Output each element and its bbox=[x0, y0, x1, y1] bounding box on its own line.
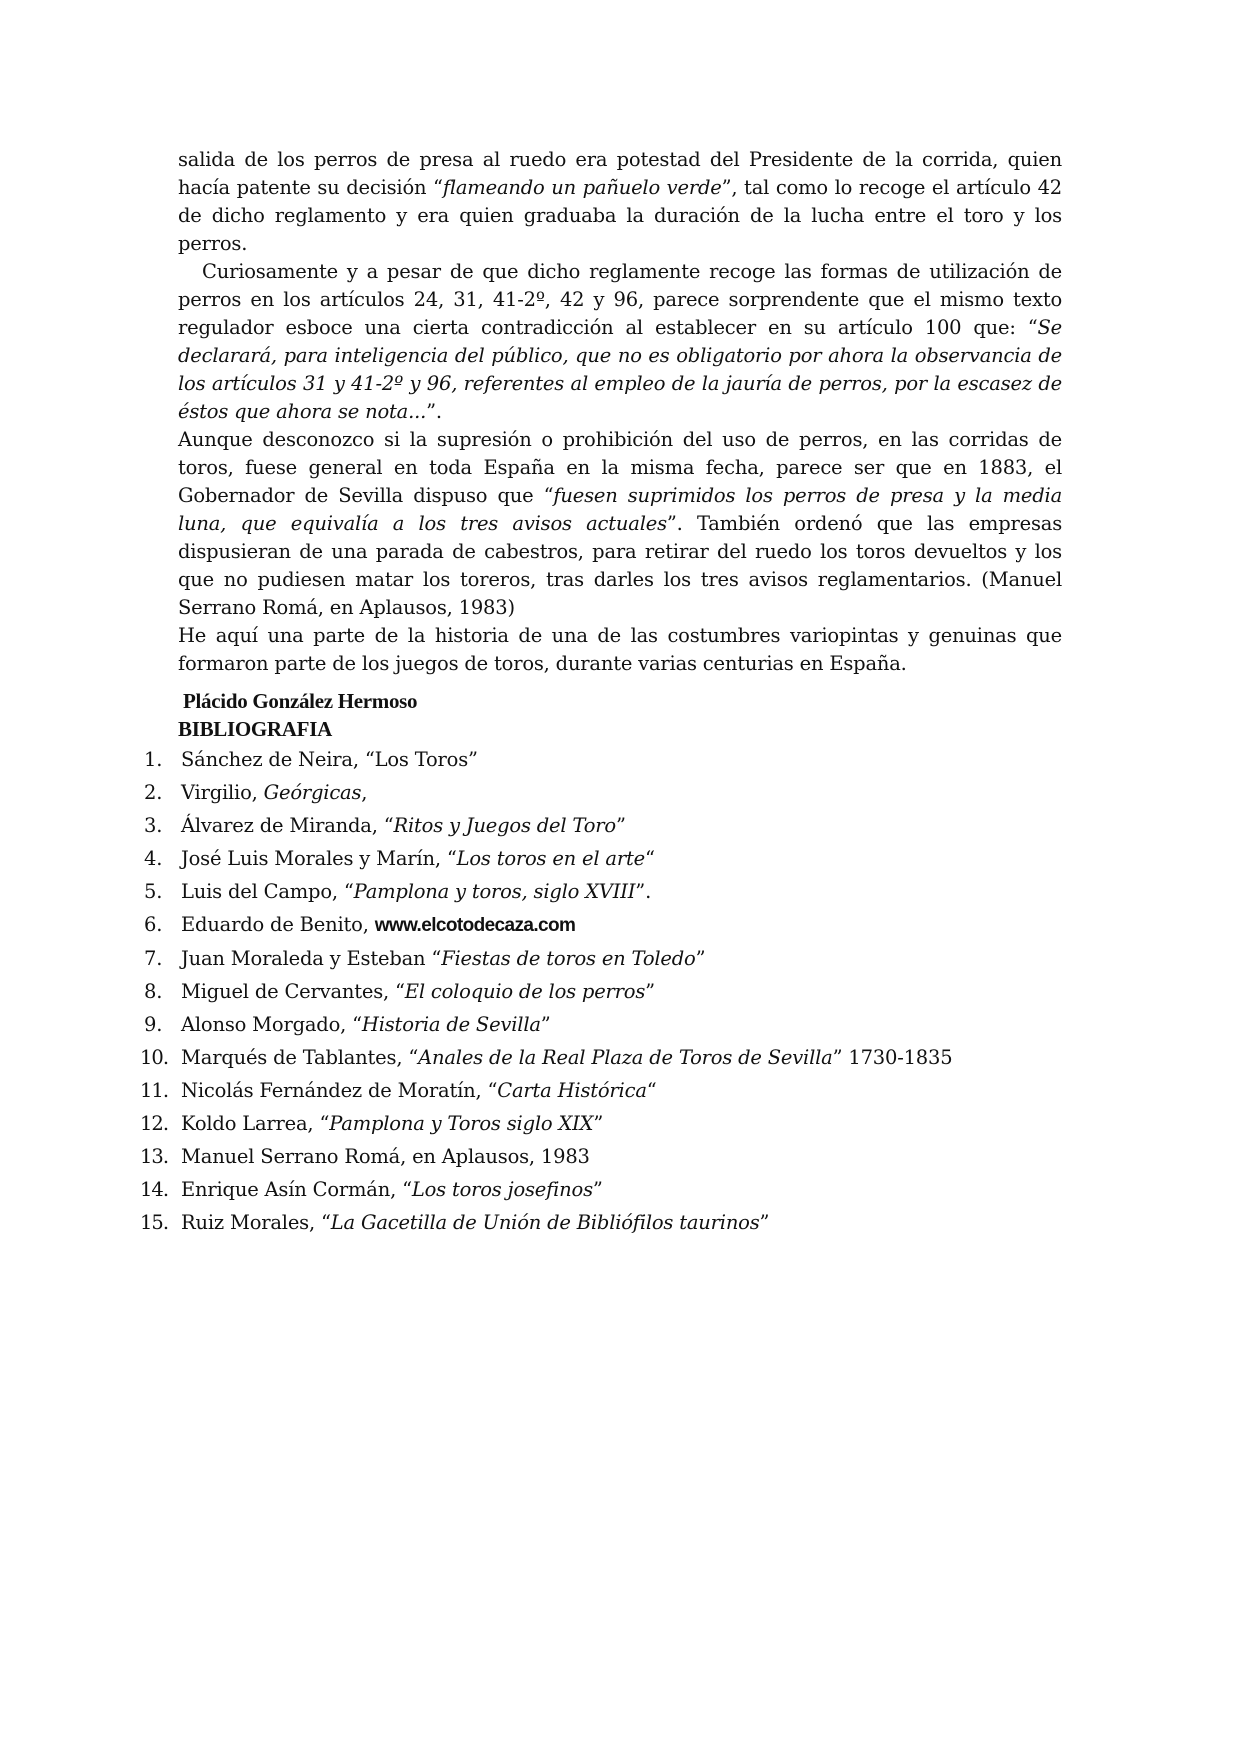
open-quote: “ bbox=[395, 980, 405, 1003]
open-quote: “ bbox=[319, 1112, 330, 1135]
item-suffix: . bbox=[645, 880, 652, 903]
item-number: 11. bbox=[140, 1079, 169, 1102]
paragraph bbox=[178, 426, 1062, 622]
close-quote: “ bbox=[646, 1079, 657, 1102]
bibliography-item bbox=[140, 942, 1100, 975]
bibliography-list bbox=[140, 743, 1100, 1239]
item-author: Enrique Asín Cormán, bbox=[181, 1178, 403, 1201]
item-title: Pamplona y Toros siglo XIX bbox=[329, 1112, 594, 1135]
bibliography-item bbox=[140, 1206, 1100, 1239]
item-author: Sánchez de Neira, bbox=[181, 748, 365, 771]
bibliography-item bbox=[140, 743, 1100, 776]
item-number: 8. bbox=[144, 980, 163, 1003]
open-quote: “ bbox=[402, 1178, 412, 1201]
item-author: José Luis Morales y Marín, bbox=[181, 847, 447, 870]
bibliography-item bbox=[140, 1008, 1100, 1041]
open-quote: “ bbox=[320, 1211, 331, 1234]
item-number: 4. bbox=[144, 847, 163, 870]
website-link[interactable]: www.elcotodecaza.com bbox=[374, 915, 576, 936]
bibliography-item bbox=[140, 908, 1100, 942]
item-number: 14. bbox=[140, 1178, 169, 1201]
close-quote: ” bbox=[759, 1211, 770, 1234]
open-quote: “ bbox=[408, 1046, 419, 1069]
item-author: Alonso Morgado, bbox=[181, 1013, 353, 1036]
item-author: Ruiz Morales, bbox=[181, 1211, 321, 1234]
paragraph-text: Curiosamente y a pesar de que dicho reglamente recoge las formas de utilización de perros en los artículos 24, 31, 41-2º, 42 y 96, parece sorprendente que el mismo texto regulador esboce una cierta contradicción al establecer en su artículo 100 que: “ bbox=[178, 260, 1062, 339]
item-suffix: 1730-1835 bbox=[842, 1046, 953, 1069]
item-suffix: , bbox=[361, 781, 368, 804]
item-number: 1. bbox=[144, 748, 163, 771]
item-title: Historia de Sevilla bbox=[361, 1013, 541, 1036]
close-quote: ” bbox=[468, 748, 478, 771]
paragraph-text: salida de los perros de presa al ruedo era potestad del Presidente de la corrida, quien hacía patente su decisión “ bbox=[178, 148, 1062, 199]
item-number: 7. bbox=[144, 947, 163, 970]
item-title: Geórgicas bbox=[263, 781, 362, 804]
item-number: 13. bbox=[140, 1145, 169, 1168]
item-title: Fiestas de toros en Toledo bbox=[441, 947, 696, 970]
bibliography-item bbox=[140, 1173, 1100, 1206]
close-quote: ” bbox=[592, 1178, 603, 1201]
open-quote: “ bbox=[352, 1013, 362, 1036]
quoted-text: fuesen suprimidos los perros de presa y la media luna, que equivalía a los tres avisos actuales bbox=[178, 484, 1062, 535]
item-number: 3. bbox=[144, 814, 163, 837]
open-quote: “ bbox=[487, 1079, 498, 1102]
item-title: Los toros en el arte bbox=[456, 847, 645, 870]
quoted-text: flameando un pañuelo verde bbox=[442, 176, 722, 199]
close-quote: ” bbox=[695, 947, 706, 970]
item-number: 5. bbox=[144, 880, 163, 903]
item-author: Nicolás Fernández de Moratín, bbox=[181, 1079, 488, 1102]
item-author: Álvarez de Miranda, bbox=[181, 814, 384, 837]
open-quote: “ bbox=[383, 814, 394, 837]
bibliography-item bbox=[140, 776, 1100, 809]
bibliography-heading: BIBLIOGRAFIA bbox=[178, 717, 332, 741]
item-author: Juan Moraleda y Esteban bbox=[181, 947, 432, 970]
item-number: 10. bbox=[140, 1046, 169, 1069]
close-quote: ” bbox=[645, 980, 655, 1003]
item-title: El coloquio de los perros bbox=[404, 980, 646, 1003]
item-author: Miguel de Cervantes, bbox=[181, 980, 396, 1003]
bibliography-item bbox=[140, 842, 1100, 875]
quoted-text: Se declarará, para inteligencia del público, que no es obligatorio por ahora la observancia de los artículos 31 y 41-2º y 96, referentes al empleo de la jauría de perros, por la escasez de éstos que ahora se nota... bbox=[178, 316, 1062, 423]
item-title: Pamplona y toros, siglo XVIII bbox=[353, 880, 636, 903]
author-signature: Plácido González Hermoso bbox=[183, 689, 418, 713]
paragraph-text: ”, tal como lo recoge el artículo 42 de dicho reglamento y era quien graduaba la duración de la lucha entre el toro y los perros. bbox=[178, 176, 1062, 255]
item-author: Koldo Larrea, bbox=[181, 1112, 320, 1135]
paragraph bbox=[178, 146, 1062, 258]
paragraph-text: ”. También ordenó que las empresas dispusieran de una parada de cabestros, para retirar del ruedo los toros devueltos y los que no pudiesen matar los toreros, tras darles los tres avisos reglamentarios. (Manuel Serrano Romá, en Aplausos, 1983) bbox=[178, 512, 1063, 619]
item-title: Los toros josefinos bbox=[411, 1178, 593, 1201]
open-quote: “ bbox=[446, 847, 457, 870]
paragraph bbox=[178, 258, 1062, 426]
item-author: Virgilio, bbox=[181, 781, 264, 804]
item-author: Luis del Campo, bbox=[181, 880, 344, 903]
item-title: Ritos y Juegos del Toro bbox=[393, 814, 616, 837]
bibliography-item bbox=[140, 1107, 1100, 1140]
item-author: Eduardo de Benito, bbox=[181, 913, 375, 936]
close-quote: ” bbox=[832, 1046, 843, 1069]
close-quote: “ bbox=[644, 847, 655, 870]
bibliography-item bbox=[140, 809, 1100, 842]
bibliography-item bbox=[140, 1041, 1100, 1074]
close-quote: ” bbox=[635, 880, 646, 903]
bibliography-item bbox=[140, 975, 1100, 1008]
item-title: Anales de la Real Plaza de Toros de Sevilla bbox=[418, 1046, 833, 1069]
open-quote: “ bbox=[364, 748, 375, 771]
article-body bbox=[178, 146, 1062, 678]
close-quote: ” bbox=[540, 1013, 551, 1036]
close-quote: ” bbox=[593, 1112, 604, 1135]
item-number: 9. bbox=[144, 1013, 163, 1036]
item-author: Manuel Serrano Romá, en Aplausos, 1983 bbox=[181, 1145, 590, 1168]
item-title: La Gacetilla de Unión de Bibliófilos taurinos bbox=[330, 1211, 760, 1234]
open-quote: “ bbox=[431, 947, 442, 970]
bibliography-item bbox=[140, 875, 1100, 908]
item-number: 15. bbox=[140, 1211, 169, 1234]
item-number: 12. bbox=[140, 1112, 169, 1135]
bibliography-item bbox=[140, 1140, 1100, 1173]
paragraph bbox=[178, 622, 1062, 678]
close-quote: ” bbox=[615, 814, 626, 837]
item-number: 2. bbox=[144, 781, 163, 804]
paragraph-text: ”. bbox=[426, 400, 442, 423]
open-quote: “ bbox=[343, 880, 354, 903]
item-title: Los Toros bbox=[374, 748, 469, 771]
item-number: 6. bbox=[144, 913, 163, 936]
bibliography-item bbox=[140, 1074, 1100, 1107]
item-author: Marqués de Tablantes, bbox=[181, 1046, 409, 1069]
paragraph-text: He aquí una parte de la historia de una de las costumbres variopintas y genuinas que formaron parte de los juegos de toros, durante varias centurias en España. bbox=[178, 624, 1062, 675]
item-title: Carta Histórica bbox=[497, 1079, 647, 1102]
paragraph-text: Aunque desconozco si la supresión o prohibición del uso de perros, en las corridas de toros, fuese general en toda España en la misma fecha, parece ser que en 1883, el Gobernador de Sevilla dispuso que “ bbox=[178, 428, 1062, 507]
